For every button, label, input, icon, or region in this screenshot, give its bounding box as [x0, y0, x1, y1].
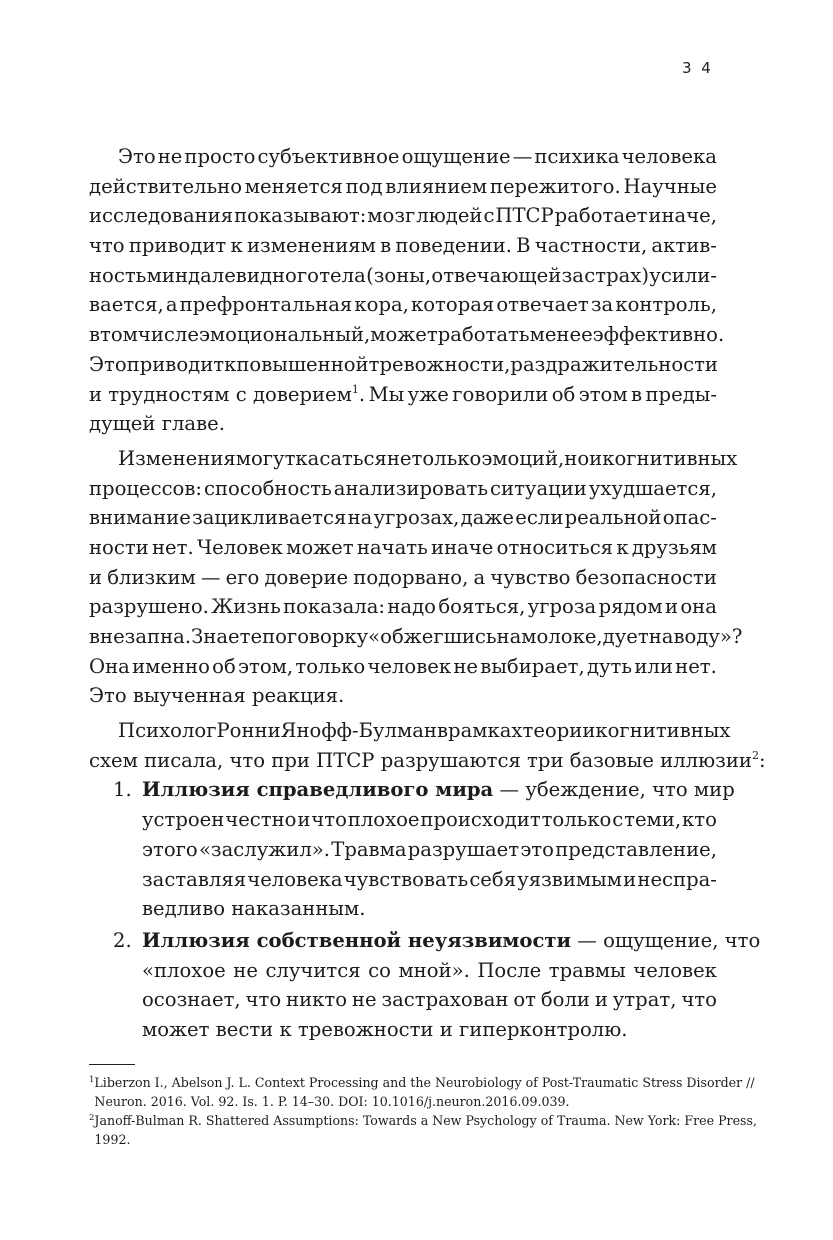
word: работать — [437, 323, 530, 347]
footnotes — [89, 1073, 757, 1149]
text-line: может вести к тревожности и гиперконтролю. — [142, 1017, 628, 1041]
footnote-line: 1992. — [94, 1132, 131, 1147]
word: выбирает, — [480, 654, 585, 678]
word: могут — [235, 446, 296, 470]
footnote-mark: 2 — [89, 1113, 95, 1123]
page-number: 3 4 — [682, 59, 714, 77]
footnote-ref-1[interactable]: 1 — [351, 382, 359, 396]
word: вается, — [89, 293, 164, 317]
list-item-term: Иллюзия собственной неуязвимости — [142, 928, 572, 952]
word: не — [351, 988, 377, 1012]
word: усили- — [649, 263, 717, 287]
paragraph-3 — [89, 716, 766, 775]
body-text — [89, 142, 766, 1045]
line-text: схем писала, что при ПТСР разрушаются три базовые иллюзии — [89, 748, 752, 772]
word: за — [561, 263, 584, 287]
line-text: : — [758, 748, 766, 772]
word: уязвимым — [517, 867, 622, 891]
word: Психолог — [118, 719, 217, 743]
word: отвечающей — [431, 263, 562, 287]
list-item-number: 1. — [113, 778, 132, 802]
word: тела — [319, 263, 366, 287]
word: только — [295, 654, 366, 678]
text-line: ведливо наказанным. — [142, 897, 366, 921]
word: ПТСР — [495, 204, 554, 228]
footnote-ref-2[interactable]: 2 — [751, 748, 759, 762]
word: с — [483, 204, 495, 228]
word: Янофф-Булман — [280, 719, 437, 743]
word: со — [368, 958, 391, 982]
word: чувство — [490, 565, 571, 589]
word: этом — [578, 382, 628, 406]
word: теории — [522, 719, 596, 743]
word: с — [612, 808, 624, 832]
word: Человек — [197, 535, 283, 559]
word: исследования — [89, 204, 234, 228]
word: бояться, — [438, 595, 526, 619]
text-line — [89, 716, 731, 746]
word: дует — [602, 625, 649, 648]
text-line: Это выученная реакция. — [89, 684, 345, 708]
word: но — [564, 446, 590, 470]
list-item — [89, 926, 761, 1045]
word: менее — [529, 323, 593, 347]
word: это — [520, 837, 554, 861]
word: преды- — [645, 382, 717, 406]
word: Научные — [623, 174, 717, 198]
word: числе — [137, 323, 199, 347]
word: и — [297, 808, 311, 832]
word: анализировать — [333, 476, 489, 500]
text-line — [89, 503, 717, 533]
footnote-mark: 1 — [89, 1075, 95, 1085]
word: ощущение — [401, 145, 511, 168]
word: Знаете — [191, 625, 263, 648]
text-line: дущей главе. — [89, 412, 225, 436]
word: теми, — [624, 808, 682, 832]
word: к — [224, 352, 237, 376]
word: том — [100, 323, 138, 347]
word: приводит — [126, 352, 225, 376]
word: безопасности — [575, 565, 717, 589]
text-line — [89, 231, 717, 261]
list-item-text: — убеждение, что мир — [493, 778, 735, 802]
word: частности, — [534, 234, 648, 258]
word: когнитивных — [595, 719, 731, 743]
text-line — [89, 563, 717, 593]
list-item-number: 2. — [113, 928, 132, 952]
word: префронтальная — [179, 293, 353, 317]
word: что — [311, 808, 347, 832]
word: молоке, — [521, 625, 603, 648]
word: — — [200, 565, 221, 589]
word: от — [513, 988, 536, 1012]
word: подорвано, — [353, 565, 469, 589]
word: ухудшается, — [588, 476, 717, 500]
word: только — [411, 446, 482, 470]
word: рядом — [598, 595, 663, 619]
word: относиться — [496, 535, 614, 559]
word: и — [664, 595, 679, 619]
word: Это — [89, 352, 127, 376]
line-text: и трудностям с доверием — [89, 382, 352, 406]
word: повышенной — [236, 352, 369, 376]
word: происходит — [420, 808, 541, 832]
word: кора, — [354, 293, 409, 317]
word: раздражительности — [510, 352, 718, 376]
word: не — [386, 446, 412, 470]
word: утрат, — [612, 988, 677, 1012]
word: реальной — [564, 506, 662, 530]
word: страх) — [584, 263, 649, 287]
word: не — [157, 145, 183, 168]
word: травмы — [548, 958, 626, 982]
word: «заслужил». — [198, 837, 330, 861]
word: тревожности, — [368, 352, 511, 376]
word: зацикливается — [192, 506, 347, 530]
text-line — [89, 320, 725, 350]
word: на — [648, 625, 674, 648]
word: и — [594, 988, 608, 1012]
word: Ронни — [216, 719, 281, 743]
word: что — [245, 988, 282, 1012]
word: близким — [107, 565, 196, 589]
word: друзьям — [631, 535, 717, 559]
word: разрушает — [407, 837, 520, 861]
word: а — [165, 293, 178, 317]
word: иначе, — [648, 204, 717, 228]
word: представление, — [555, 837, 717, 861]
text-line — [89, 956, 717, 986]
word: процессов: — [89, 476, 202, 500]
word: угроза — [527, 595, 597, 619]
word: воду»? — [673, 625, 743, 648]
word: ситуации — [490, 476, 587, 500]
footnote-line: Janoff-Bulman R. Shattered Assumptions: Towards a New Psychology of Trauma. New York: Free Press, — [94, 1113, 757, 1128]
text-line — [89, 652, 717, 682]
word: может — [370, 323, 438, 347]
word: дуть — [586, 654, 633, 678]
word: отвечает — [496, 293, 589, 317]
word: Травма — [331, 837, 407, 861]
word: пережитого. — [489, 174, 621, 198]
word: или — [634, 654, 673, 678]
word: человек — [367, 654, 452, 678]
word: не — [233, 958, 258, 982]
word: что — [681, 988, 717, 1012]
word: в — [437, 719, 449, 743]
paragraph-1 — [89, 142, 725, 439]
word: опас- — [662, 506, 717, 530]
footnote-line: Liberzon I., Abelson J. L. Context Processing and the Neurobiology of Post-Traumatic Stress Disorder // — [94, 1075, 755, 1090]
text-line — [89, 142, 717, 172]
word: боли — [540, 988, 590, 1012]
text-line — [89, 261, 717, 291]
word: говорили — [452, 382, 549, 406]
text-line — [89, 172, 717, 202]
word: меняется — [244, 174, 343, 198]
word: об — [212, 654, 236, 678]
list-item — [89, 775, 735, 923]
word: иначе — [431, 535, 494, 559]
word: которая — [411, 293, 495, 317]
word: что — [89, 234, 125, 258]
word: эффективно. — [592, 323, 725, 347]
word: После — [477, 958, 542, 982]
text-line — [89, 350, 717, 380]
word: плохое — [347, 808, 420, 832]
word: (зоны, — [366, 263, 432, 287]
word: действительно — [89, 174, 243, 198]
word: Это — [118, 145, 156, 168]
word: на — [496, 625, 522, 648]
word: касаться — [295, 446, 387, 470]
word: честно — [225, 808, 297, 832]
line-text — [359, 380, 717, 410]
word: в — [89, 323, 101, 347]
word: внезапна. — [89, 625, 192, 648]
word: никто — [286, 988, 348, 1012]
word: Она — [89, 654, 130, 678]
list-item-first-line — [89, 926, 761, 956]
word: человека — [621, 145, 717, 168]
word: на — [347, 506, 373, 530]
word: угрозах, — [373, 506, 460, 530]
word: поговорку — [262, 625, 369, 648]
word: эмоций, — [481, 446, 565, 470]
word: этого — [142, 837, 198, 861]
footnote-2 — [89, 1111, 757, 1149]
word: рамках — [448, 719, 523, 743]
word: показала: — [283, 595, 385, 619]
word: миндалевидного — [146, 263, 319, 287]
text-line — [89, 201, 717, 231]
word: поведении. — [395, 234, 512, 258]
word: ность — [89, 263, 147, 287]
footnote-line: Neuron. 2016. Vol. 92. Is. 1. P. 14–30. DOI: 10.1016/j.neuron.2016.09.039. — [94, 1094, 570, 1109]
word: заставляя — [142, 867, 247, 891]
word: уже — [407, 382, 449, 406]
word: эмоциональный, — [198, 323, 371, 347]
illusions-list — [89, 775, 761, 1044]
word: ности — [89, 535, 149, 559]
text-line — [89, 865, 717, 895]
word: именно — [132, 654, 210, 678]
list-item-term: Иллюзия справедливого мира — [142, 778, 494, 802]
word: чувствовать — [343, 867, 469, 891]
word: кто — [681, 808, 717, 832]
word: изменениям — [246, 234, 376, 258]
word: осознает, — [142, 988, 241, 1012]
word: просто — [184, 145, 256, 168]
word: себя — [469, 867, 517, 891]
word: в — [631, 382, 643, 406]
word: если — [515, 506, 564, 530]
text-line — [89, 985, 717, 1015]
word: «обжегшись — [368, 625, 497, 648]
word: начать — [356, 535, 428, 559]
word: разрушено. — [89, 595, 209, 619]
word: Изменения — [118, 446, 236, 470]
word: в — [380, 234, 392, 258]
text-line — [89, 290, 717, 320]
footnote-divider — [89, 1064, 135, 1065]
word: . — [358, 382, 366, 406]
word: только — [541, 808, 612, 832]
word: Жизнь — [211, 595, 281, 619]
word: мозг — [367, 204, 416, 228]
word: об — [551, 382, 576, 406]
word: надо — [387, 595, 436, 619]
text-line — [89, 746, 766, 776]
text-line — [89, 592, 717, 622]
word: Мы — [368, 382, 405, 406]
word: под — [345, 174, 383, 198]
word: нет. — [675, 654, 717, 678]
word: она — [680, 595, 717, 619]
word: В — [516, 234, 531, 258]
word: этом, — [238, 654, 294, 678]
word: приводит — [128, 234, 227, 258]
word: его — [225, 565, 260, 589]
text-line — [89, 380, 717, 410]
word: и — [623, 867, 637, 891]
text-line — [89, 835, 717, 865]
word: контроль, — [615, 293, 717, 317]
word: неспра- — [637, 867, 717, 891]
list-item-first-line — [89, 775, 735, 805]
list-item-text: — ощущение, что — [571, 928, 761, 952]
text-line — [89, 622, 743, 652]
word: устроен — [142, 808, 225, 832]
word: человека — [247, 867, 343, 891]
word: показывают: — [234, 204, 367, 228]
word: случится — [265, 958, 361, 982]
word: работает — [554, 204, 648, 228]
word: актив- — [651, 234, 717, 258]
text-line — [89, 533, 717, 563]
word: и — [89, 565, 103, 589]
word: психика — [534, 145, 620, 168]
word: внимание — [89, 506, 191, 530]
text-line — [89, 474, 717, 504]
word: за — [590, 293, 614, 317]
word: может — [286, 535, 354, 559]
word: даже — [460, 506, 515, 530]
word: способность — [204, 476, 332, 500]
paragraph-2 — [89, 444, 743, 711]
word: мной». — [398, 958, 470, 982]
text-line — [89, 805, 717, 835]
word: людей — [416, 204, 483, 228]
word: к — [616, 535, 629, 559]
word: к — [230, 234, 243, 258]
word: влиянием — [385, 174, 488, 198]
word: а — [473, 565, 486, 589]
word: доверие — [264, 565, 349, 589]
text-line — [89, 444, 738, 474]
word: когнитивных — [602, 446, 738, 470]
word: субъективное — [257, 145, 400, 168]
word: нет. — [152, 535, 194, 559]
word: не — [453, 654, 479, 678]
word: — — [512, 145, 533, 168]
word: человек — [633, 958, 717, 982]
footnote-1 — [89, 1073, 755, 1111]
word: «плохое — [142, 958, 226, 982]
word: застрахован — [381, 988, 509, 1012]
word: и — [589, 446, 603, 470]
